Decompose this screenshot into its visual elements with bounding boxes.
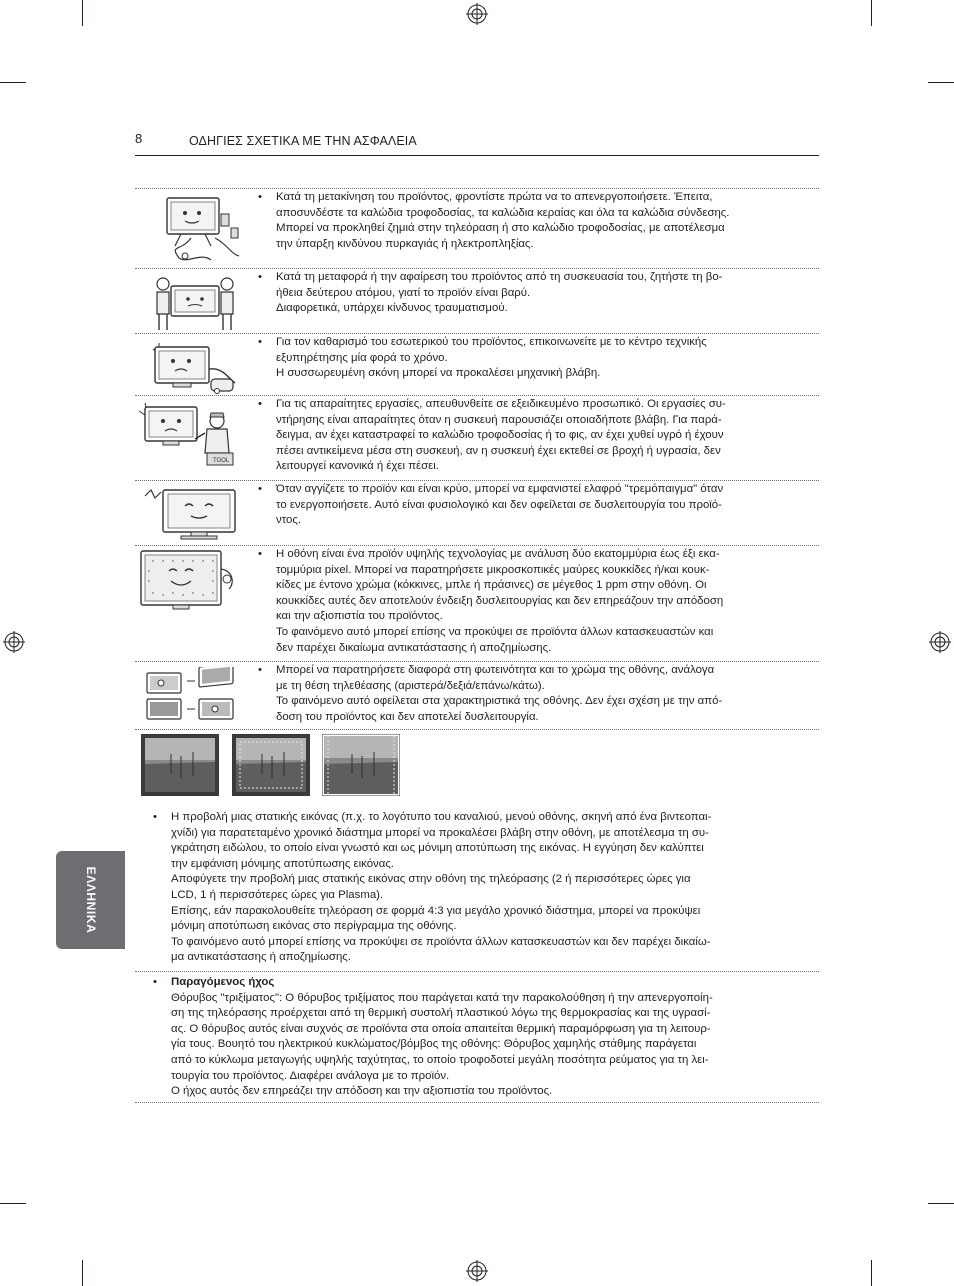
safety-row-service	[135, 397, 819, 478]
row-separator	[135, 188, 819, 189]
tv-pixel-dots-icon	[139, 549, 239, 615]
crop-mark	[928, 82, 954, 83]
section-heading: Παραγόμενος ήχος	[171, 976, 275, 988]
text-line: λειτουργεί κανονικά ή έχει πέσει.	[276, 460, 439, 473]
text-line: τουργία του προϊόντος. Διαφέρει ανάλογα με το προϊόν.	[171, 1069, 450, 1082]
bullet: •	[258, 336, 262, 348]
bullet: •	[258, 271, 262, 283]
safety-text	[258, 547, 799, 656]
text-line: Για τον καθαρισμό του εσωτερικού του προϊόντος, επικοινωνείτε με το κέντρο τεχνικής	[276, 336, 707, 348]
page-number: 8	[135, 131, 143, 146]
text-line: δεν παρέχει δικαίωμα αντικατάστασης ή αποζημίωσης.	[276, 641, 552, 654]
bullet: •	[153, 976, 157, 988]
row-separator	[135, 729, 819, 730]
text-line: Για τις απαραίτητες εργασίες, απευθυνθείτε σε εξειδικευμένο προσωπικό. Οι εργασίες συ-	[276, 398, 726, 410]
bullet: •	[258, 548, 262, 560]
text-line: ας. Ο θόρυβος αυτός είναι συχνός σε προϊόντα στα οποία απαιτείται θερμική παραμόρφωση για τη λειτουρ-	[171, 1022, 711, 1035]
row-separator	[135, 268, 819, 269]
text-line: δειγμα, αν έχει καταστραφεί το καλώδιο τροφοδοσίας ή το φις, αν έχει χυθεί υγρό ή έχουν	[276, 429, 724, 442]
bullet: •	[258, 191, 262, 203]
text-line: κουκκίδες αυτές δεν αποτελούν ένδειξη δυσλειτουργίας και δεν επηρεάζουν την απόδοση	[276, 594, 724, 607]
text-line: ντήρησης είναι απαραίτητες όταν η συσκευή παρουσιάζει οποιαδήποτε βλάβη. Για παρά-	[276, 413, 722, 426]
text-line: Το φαινόμενο αυτό μπορεί επίσης να προκύψει σε προϊόντα άλλων κατασκευαστών και δεν παρέχει δικαίω-	[171, 935, 711, 948]
text-line: ντος.	[276, 514, 302, 527]
header-rule	[135, 155, 819, 156]
text-line: ήθεια δεύτερου ατόμου, γιατί το προϊόν είναι βαρύ.	[276, 286, 531, 299]
text-line: γία τους. Βουητό του ηλεκτρικού κυκλώματος/βόμβος της οθόνης: Θόρυβος χαμηλής στάθμης παράγεται	[171, 1038, 697, 1051]
safety-text	[258, 190, 799, 252]
two-people-carrying-tv-icon	[153, 274, 237, 332]
crop-mark	[82, 1260, 83, 1286]
crop-mark	[928, 1203, 954, 1204]
text-line: χνίδι) για παρατεταμένο χρονικό διάστημα μπορεί να προκαλέσει βλάβη στην οθόνη, με αποτέλεσμα τη συ-	[171, 826, 709, 839]
text-line: εξυπηρέτησης μία φορά το χρόνο.	[276, 351, 448, 364]
field-image-original-icon	[141, 734, 219, 796]
safety-row-pixels	[135, 547, 819, 659]
text-line: Επίσης, εάν παρακολουθείτε τηλεόραση σε φορμά 4:3 για μεγάλο χρονικό διάστημα, μπορεί να προκύψει	[171, 904, 701, 917]
registration-mark-icon	[929, 631, 951, 653]
safety-row-unplug	[135, 190, 819, 266]
bullet: •	[258, 398, 262, 410]
registration-mark-icon	[466, 3, 488, 25]
text-line: Το φαινόμενο αυτό μπορεί επίσης να προκύψει σε προϊόντα άλλων κατασκευαστών και	[276, 625, 714, 638]
text-line: Διαφορετικά, υπάρχει κίνδυνος τραυματισμού.	[276, 302, 508, 315]
text-line: από το κύκλωμα μεταγωγής υψηλής ταχύτητας, το οποίο τροφοδοτεί μεγάλη ποσότητα ρεύματος για τη λει-	[171, 1053, 709, 1066]
registration-mark-icon	[3, 631, 25, 653]
text-line: Θόρυβος "τριξίματος": Ο θόρυβος τριξίματος που παράγεται κατά την παρακολούθηση ή την απενεργοποίη-	[171, 991, 713, 1004]
text-line: μόνιμη αποτύπωση εικόνας στο περίγραμμα της οθόνης.	[171, 920, 457, 933]
crop-mark	[871, 1260, 872, 1286]
language-tab-label: ΕΛΛΗΝΙΚΑ	[83, 866, 98, 934]
text-line: και την αξιοπιστία του προϊόντος.	[276, 610, 443, 623]
crop-mark	[82, 0, 83, 26]
text-line: LCD, 1 ή περισσότερες ώρες για Plasma).	[171, 888, 384, 901]
safety-row-carry	[135, 270, 819, 332]
text-line: Όταν αγγίζετε το προϊόν και είναι κρύο, μπορεί να εμφανιστεί ελαφρό "τρεμόπαιγμα" όταν	[276, 483, 724, 495]
text-line: ση της τηλεόρασης προέρχεται από τη θερμική συστολή πλαστικού λόγω της θερμοκρασίας και της υγρασί-	[171, 1007, 711, 1020]
text-line: Η συσσωρευμένη σκόνη μπορεί να προκαλέσει μηχανική βλάβη.	[276, 367, 601, 380]
text-line: Αποφύγετε την προβολή μιας στατικής εικόνας στην οθόνη της τηλεόρασης (2 ή περισσότερες ώρες για	[171, 873, 691, 886]
text-line: Κατά τη μεταφορά ή την αφαίρεση του προϊόντος από τη συσκευασία του, ζητήστε τη βο-	[276, 271, 723, 283]
generated-sound-section	[135, 975, 800, 1100]
bullet: •	[258, 483, 262, 495]
cold-tv-icon	[141, 486, 241, 544]
row-separator	[135, 661, 819, 662]
safety-text	[258, 397, 799, 475]
field-image-logo-burn-icon	[232, 734, 310, 796]
safety-text	[258, 335, 799, 382]
text-line: δοση του προϊόντος και δεν αποτελεί δυσλειτουργία.	[276, 710, 539, 723]
safety-row-cleaning	[135, 335, 819, 393]
text-line: αποσυνδέστε τα καλώδια τροφοδοσίας, τα καλώδια κεραίας και όλα τα καλώδια σύνδεσης.	[276, 206, 730, 219]
text-line: γκράτηση ειδώλου, το οποίο είναι γνωστό και ως μόνιμη αποτύπωση της εικόνας. Η εγγύηση δεν καλύπτει	[171, 842, 704, 855]
tv-unplug-cables-icon	[161, 194, 245, 264]
text-line: το ενεργοποιήσετε. Αυτό είναι φυσιολογικό και δεν οφείλεται σε δυσλειτουργία του προϊό-	[276, 498, 722, 511]
row-separator	[135, 1102, 819, 1103]
text-line: Μπορεί να παρατηρήσετε διαφορά στη φωτεινότητα και το χρώμα της οθόνης, ανάλογα	[276, 664, 715, 676]
svg-text:TOOL: TOOL	[213, 458, 230, 464]
text-line: Η προβολή μιας στατικής εικόνας (π.χ. το λογότυπο του καναλιού, μενού οθόνης, σκηνή από ένα βιντεοπαι-	[171, 811, 712, 823]
row-separator	[135, 395, 819, 396]
text-line: την εμφάνιση μόνιμης αποτύπωσης εικόνας.	[171, 857, 394, 870]
safety-row-viewing-angle	[135, 663, 819, 727]
text-line: Μπορεί να προκληθεί ζημιά στην τηλεόραση ή στο καλώδιο τροφοδοσίας, με αποτέλεσμα	[276, 222, 725, 235]
crop-mark	[871, 0, 872, 26]
row-separator	[135, 545, 819, 546]
language-tab	[56, 851, 125, 949]
row-separator	[135, 480, 819, 481]
page-title: ΟΔΗΓΙΕΣ ΣΧΕΤΙΚΑ ΜΕ ΤΗΝ ΑΣΦΑΛΕΙΑ	[189, 134, 417, 148]
safety-row-cold	[135, 482, 819, 543]
text-line: μα αντικατάστασης ή αποζημίωσης.	[171, 951, 351, 964]
row-separator	[135, 333, 819, 334]
safety-text	[258, 482, 799, 529]
crop-mark	[0, 1203, 26, 1204]
text-line: πέσει αντικείμενα μέσα στη συσκευή, αν η συσκευή έχει εκτεθεί σε βροχή ή υγρασία, δεν	[276, 444, 721, 457]
text-line: την ύπαρξη κινδύνου πυρκαγιάς ή ηλεκτροπληξίας.	[276, 237, 534, 250]
row-separator	[135, 971, 819, 972]
viewing-angle-tvs-icon	[143, 667, 243, 723]
field-image-border-burn-icon	[322, 734, 400, 796]
safety-text	[258, 270, 799, 317]
registration-mark-icon	[466, 1260, 488, 1282]
text-line: Το φαινόμενο αυτό οφείλεται στα χαρακτηριστικά της οθόνης. Δεν έχει σχέση με την από-	[276, 695, 723, 708]
bullet: •	[153, 811, 157, 823]
text-line: Η οθόνη είναι ένα προϊόν υψηλής τεχνολογίας με ανάλυση δύο εκατομμύρια έως έξι εκα-	[276, 548, 720, 560]
text-line: τομμύρια pixel. Μπορεί να παρατηρήσετε μικροσκοπικές μαύρες κουκκίδες ή/και κουκ-	[276, 563, 710, 576]
text-line: με τη θέση τηλεθέασης (αριστερά/δεξιά/επάνω/κάτω).	[276, 679, 545, 692]
text-line: Ο ήχος αυτός δεν επηρεάζει την απόδοση και την αξιοπιστία του προϊόντος.	[171, 1085, 553, 1098]
bullet: •	[258, 664, 262, 676]
text-line: Κατά τη μετακίνηση του προϊόντος, φροντίστε πρώτα να το απενεργοποιήσετε. Έπειτα,	[276, 191, 713, 203]
crop-mark	[0, 82, 26, 83]
safety-text	[258, 663, 799, 725]
technician-repair-tv-icon	[137, 401, 241, 469]
tv-vacuum-cleaning-icon	[149, 339, 243, 395]
text-line: κίδες με έντονο χρώμα (κόκκινες, μπλε ή πράσινες) σε μέγεθος 1 ppm στην οθόνη. Οι	[276, 579, 707, 592]
still-image-warning	[135, 810, 800, 966]
